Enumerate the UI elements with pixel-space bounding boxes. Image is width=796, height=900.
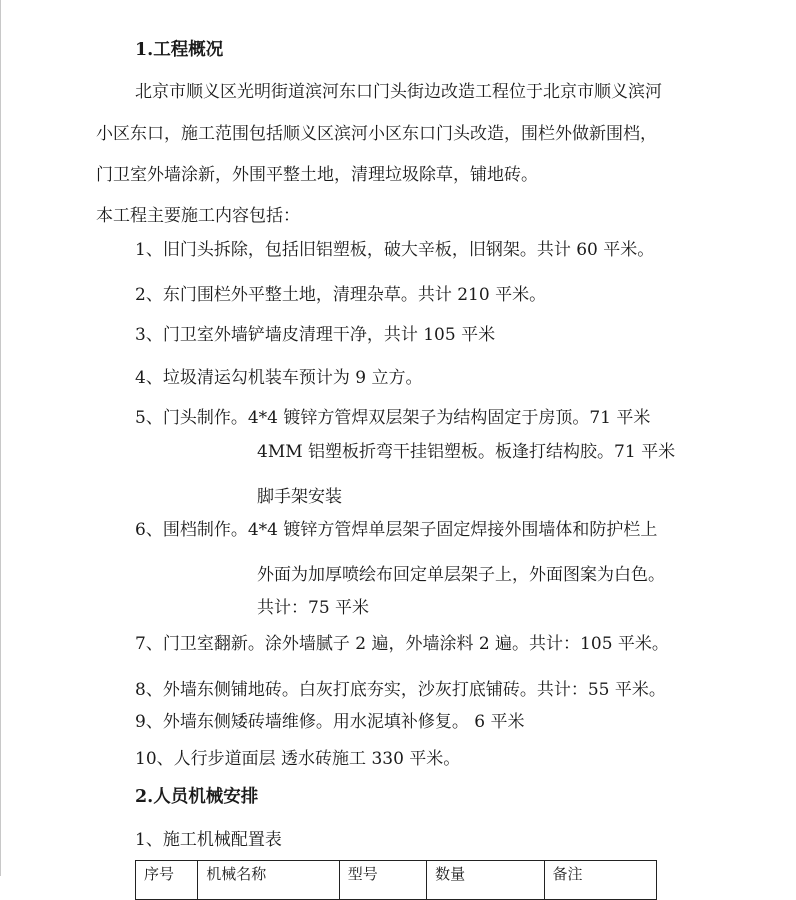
table-header-cell: 序号 xyxy=(136,861,198,900)
intro-line-3: 门卫室外墙涂新，外围平整土地，清理垃圾除草，铺地砖。 xyxy=(96,165,538,185)
item-2: 2、东门围栏外平整土地，清理杂草。共计 210 平米。 xyxy=(135,285,547,305)
item-9: 9、外墙东侧矮砖墙维修。用水泥填补修复。 6 平米 xyxy=(135,712,525,732)
item-10: 10、人行步道面层 透水砖施工 330 平米。 xyxy=(135,749,461,769)
section2-subheading: 1、施工机械配置表 xyxy=(135,830,282,850)
item-7: 7、门卫室翻新。涂外墙腻子 2 遍，外墙涂料 2 遍。共计：105 平米。 xyxy=(135,634,669,654)
intro-line-1: 北京市顺义区光明街道滨河东口门头街边改造工程位于北京市顺义滨河 xyxy=(135,82,662,102)
item-5-line-2: 4MM 铝塑板折弯干挂铝塑板。板逢打结构胶。71 平米 xyxy=(257,442,676,462)
page-edge xyxy=(0,0,1,876)
item-5: 5、门头制作。4*4 镀锌方管焊双层架子为结构固定于房顶。71 平米 xyxy=(135,408,651,428)
item-6-line-3: 共计：75 平米 xyxy=(257,598,370,618)
table-header-cell: 机械名称 xyxy=(198,861,340,900)
intro-line-2: 小区东口，施工范围包括顺义区滨河小区东口门头改造，围栏外做新围档， xyxy=(96,124,657,144)
section1-heading: 1.工程概况 xyxy=(135,40,224,60)
content-intro: 本工程主要施工内容包括： xyxy=(96,206,300,226)
table-header-cell: 型号 xyxy=(339,861,426,900)
table-header-cell: 数量 xyxy=(427,861,544,900)
item-1: 1、旧门头拆除，包括旧铝塑板，破大辛板，旧钢架。共计 60 平米。 xyxy=(135,240,655,260)
item-6-line-2: 外面为加厚喷绘布回定单层架子上，外面图案为白色。 xyxy=(257,565,665,585)
item-8: 8、外墙东侧铺地砖。白灰打底夯实，沙灰打底铺砖。共计：55 平米。 xyxy=(135,680,666,700)
item-3: 3、门卫室外墙铲墙皮清理干净，共计 105 平米 xyxy=(135,325,496,345)
section2-heading: 2.人员机械安排 xyxy=(135,787,259,807)
item-6: 6、围档制作。4*4 镀锌方管焊单层架子固定焊接外围墙体和防护栏上 xyxy=(135,520,658,540)
machinery-table xyxy=(135,860,657,900)
item-5-line-3: 脚手架安装 xyxy=(257,487,342,507)
table-header-row xyxy=(136,861,657,900)
item-4: 4、垃圾清运勾机装车预计为 9 立方。 xyxy=(135,368,423,388)
table-header-cell: 备注 xyxy=(544,861,656,900)
